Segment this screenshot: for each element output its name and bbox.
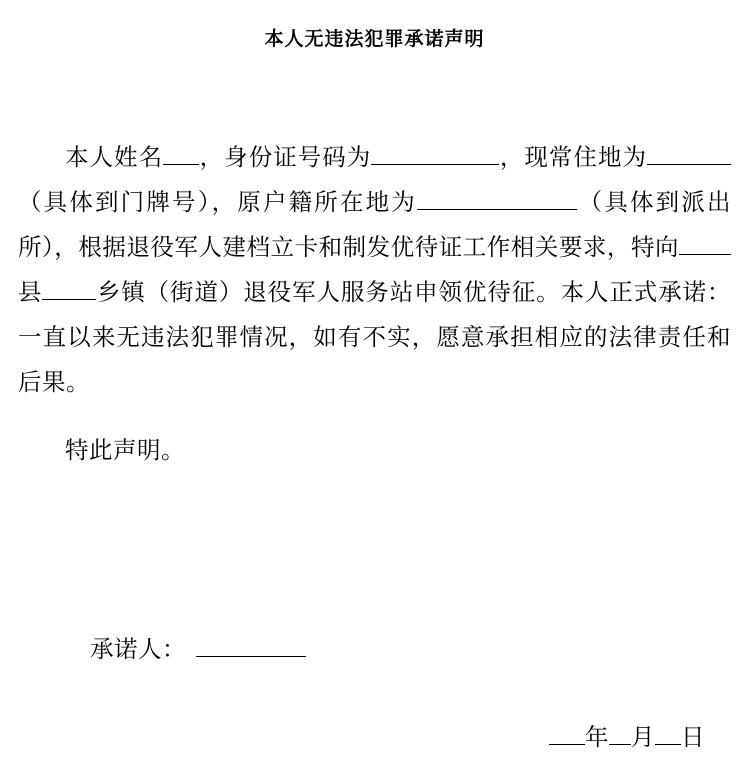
text-id-label: ，身份证号码为	[199, 142, 372, 171]
text-name-label: 本人姓名	[65, 142, 164, 171]
statement-paragraph	[18, 135, 731, 405]
text-closing: 乡镇（街道）退役军人服务站申领优待征。本人正式承诺：一直以来无违法犯罪情况，如有不实，愿意承担相应的法律责任和后果。	[18, 277, 732, 396]
page-title: 本人无违法犯罪承诺声明	[264, 28, 485, 50]
document-page	[0, 24, 749, 771]
year-label: 年	[585, 723, 609, 751]
id-number-blank[interactable]	[371, 164, 499, 165]
town-blank[interactable]	[42, 299, 96, 300]
signature-label: 承诺人：	[90, 635, 186, 663]
year-blank[interactable]	[549, 744, 585, 745]
text-house-note: （具体到门牌号），原户籍所在地为	[18, 187, 417, 216]
residence-blank[interactable]	[647, 164, 731, 165]
day-blank[interactable]	[655, 744, 681, 745]
name-blank[interactable]	[163, 164, 199, 165]
day-label: 日	[681, 723, 705, 751]
document-body	[18, 51, 731, 473]
declaration-paragraph: 特此声明。	[65, 436, 185, 464]
signature-row	[90, 630, 306, 664]
text-county-label: 县	[18, 277, 43, 306]
month-label: 月	[631, 723, 655, 751]
text-residence-label: ，现常住地为	[499, 142, 648, 171]
household-blank[interactable]	[417, 209, 577, 210]
text-police-note: （具体到派出所），根据退役军人建档立卡和制发优待证工作相关要求，特向	[18, 187, 732, 261]
month-blank[interactable]	[609, 744, 631, 745]
county-blank[interactable]	[679, 254, 731, 255]
signature-blank[interactable]	[196, 656, 306, 657]
